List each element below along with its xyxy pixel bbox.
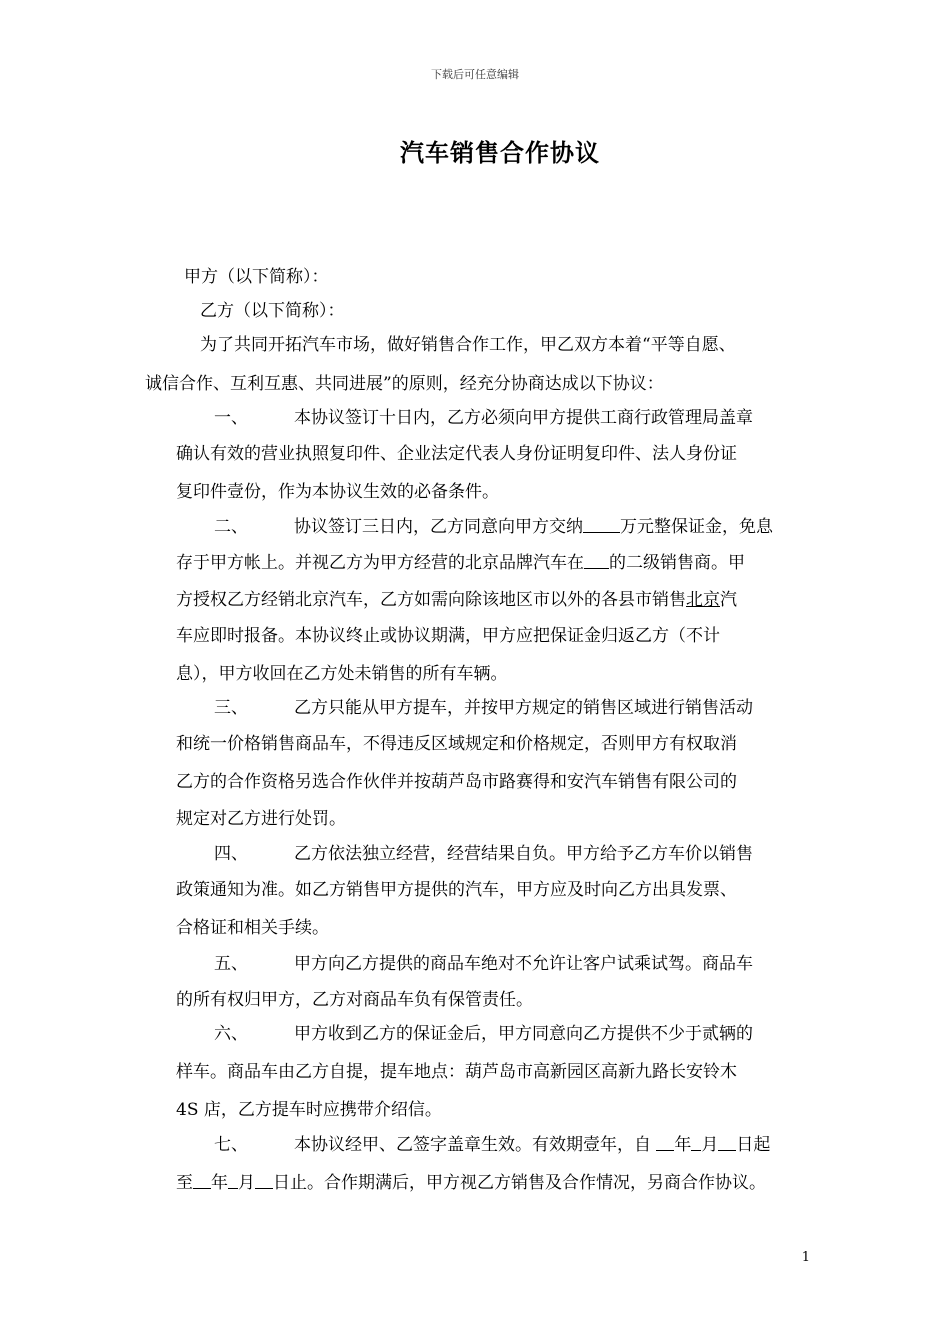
clause-7-line-1 [214, 1133, 770, 1156]
blank-field[interactable] [255, 1171, 273, 1189]
clause-text: 协议签订三日内，乙方同意向甲方交纳 [294, 517, 583, 537]
clause-number: 三、 [214, 698, 248, 718]
clause-text: 月 [238, 1173, 255, 1193]
clause-number: 五、 [214, 954, 248, 974]
clause-number: 四、 [214, 844, 248, 864]
clause-text: 甲方收到乙方的保证金后，甲方同意向乙方提供不少于贰辆的 [294, 1024, 753, 1044]
clause-2-line-5: 息），甲方收回在乙方处未销售的所有车辆。 [176, 664, 508, 684]
clause-text: 甲方向乙方提供的商品车绝对不允许让客户试乘试驾。商品车 [294, 954, 753, 974]
clause-number: 七、 [214, 1135, 248, 1155]
clause-text: 乙方只能从甲方提车，并按甲方规定的销售区域进行销售活动 [294, 698, 753, 718]
blank-field[interactable] [583, 515, 620, 533]
clause-5-line-2: 的所有权归甲方，乙方对商品车负有保管责任。 [176, 990, 533, 1010]
clause-number: 一、 [214, 408, 248, 428]
clause-text: 月 [701, 1135, 719, 1155]
clause-text: 本协议经甲、乙签字盖章生效。有效期壹年，自 [294, 1135, 657, 1155]
clause-text: 日起 [736, 1135, 771, 1155]
clause-text: 方授权乙方经销北京汽车，乙方如需向除该地区市以外的各县市销售 [176, 590, 686, 610]
clause-7-line-2 [176, 1171, 766, 1194]
clause-text: 万元整保证金，免息 [620, 517, 773, 537]
party-b-line: 乙方（以下简称）： [200, 301, 345, 321]
clause-number: 二、 [214, 517, 248, 537]
clause-2-line-3 [176, 589, 737, 611]
clause-1-line-3: 复印件壹份，作为本协议生效的必备条件。 [176, 482, 499, 502]
clause-6-line-2: 样车。商品车由乙方自提，提车地点：葫芦岛市高新园区高新九路长安铃木 [176, 1062, 737, 1082]
clause-text: 的二级销售商。甲 [609, 553, 745, 573]
page-header: 下载后可任意编辑 [431, 68, 519, 81]
page-number: 1 [801, 1250, 810, 1265]
clause-text: 年 [674, 1135, 692, 1155]
clause-3-line-3: 乙方的合作资格另选合作伙伴并按葫芦岛市路赛得和安汽车销售有限公司的 [176, 772, 737, 792]
blank-field[interactable] [228, 1171, 238, 1189]
clause-4-line-1 [214, 843, 753, 865]
clause-text: 至 [176, 1173, 193, 1193]
clause-3-line-4: 规定对乙方进行处罚。 [176, 809, 346, 829]
clause-5-line-1 [214, 953, 753, 975]
blank-field[interactable] [656, 1133, 674, 1151]
clause-6-line-3: 4S 店，乙方提车时应携带介绍信。 [176, 1100, 442, 1120]
party-a-line: 甲方（以下简称）： [184, 267, 329, 287]
clause-2-line-1 [214, 515, 773, 538]
clause-2-line-2 [176, 551, 745, 574]
intro-line-1: 为了共同开拓汽车市场，做好销售合作工作，甲乙双方本着“平等自愿、 [200, 335, 736, 355]
blank-field[interactable] [584, 551, 609, 569]
clause-text: 年 [211, 1173, 228, 1193]
clause-text: 本协议签订十日内，乙方必须向甲方提供工商行政管理局盖章 [294, 408, 753, 428]
clause-text: 存于甲方帐上。并视乙方为甲方经营的北京品牌汽车在 [176, 553, 584, 573]
clause-1-line-1 [214, 407, 753, 429]
intro-line-2: 诚信合作、互利互惠、共同进展”的原则，经充分协商达成以下协议： [145, 374, 664, 394]
blank-field[interactable] [691, 1133, 701, 1151]
clause-1-line-2: 确认有效的营业执照复印件、企业法定代表人身份证明复印件、法人身份证 [176, 444, 737, 464]
clause-6-line-1 [214, 1023, 753, 1045]
document-title: 汽车销售合作协议 [400, 138, 600, 167]
clause-3-line-1 [214, 697, 753, 719]
clause-3-line-2: 和统一价格销售商品车，不得违反区域规定和价格规定，否则甲方有权取消 [176, 734, 737, 754]
clause-4-line-3: 合格证和相关手续。 [176, 918, 329, 938]
blank-field[interactable] [193, 1171, 211, 1189]
clause-4-line-2: 政策通知为准。如乙方销售甲方提供的汽车，甲方应及时向乙方出具发票、 [176, 880, 737, 900]
beijing-link[interactable]: 北京 [686, 590, 720, 610]
clause-number: 六、 [214, 1024, 248, 1044]
clause-text: 汽 [720, 590, 737, 610]
blank-field[interactable] [718, 1133, 736, 1151]
clause-text: 乙方依法独立经营，经营结果自负。甲方给予乙方车价以销售 [294, 844, 753, 864]
clause-text: 日止。合作期满后，甲方视乙方销售及合作情况，另商合作协议。 [273, 1173, 766, 1193]
clause-2-line-4: 车应即时报备。本协议终止或协议期满，甲方应把保证金归返乙方（不计 [176, 626, 720, 646]
